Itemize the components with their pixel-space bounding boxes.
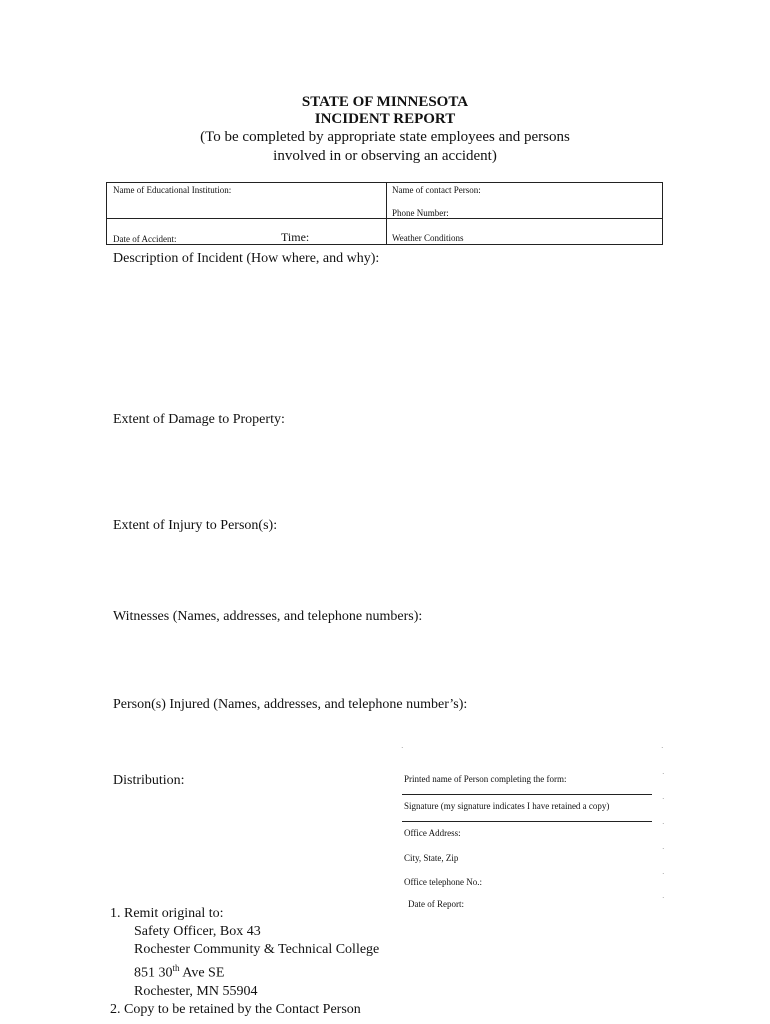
signature-field[interactable]: Signature (my signature indicates I have retained a copy) bbox=[404, 801, 610, 811]
remit-instructions bbox=[110, 905, 379, 1019]
injury-section[interactable]: Extent of Injury to Person(s): bbox=[113, 518, 278, 533]
field-mark: ˙ bbox=[401, 746, 404, 754]
persons-injured-section[interactable]: Person(s) Injured (Names, addresses, and telephone number’s): bbox=[113, 697, 468, 712]
instructions-line-1: (To be completed by appropriate state employees and persons bbox=[200, 129, 570, 145]
time-field[interactable]: Time: bbox=[281, 230, 310, 244]
contact-person-field[interactable]: Name of contact Person: bbox=[392, 185, 481, 195]
field-mark: ˙ bbox=[662, 872, 665, 880]
city-state-zip-field[interactable]: City, State, Zip bbox=[404, 853, 459, 863]
remit-line-4: Rochester, MN 55904 bbox=[134, 983, 258, 999]
table-divider-vertical bbox=[386, 183, 387, 244]
remit-line-2: Rochester Community & Technical College bbox=[134, 942, 380, 957]
address-number: 851 30 bbox=[134, 965, 173, 981]
printed-name-line bbox=[402, 794, 652, 795]
report-title: INCIDENT REPORT bbox=[314, 111, 456, 127]
office-phone-field[interactable]: Office telephone No.: bbox=[404, 877, 483, 887]
remit-item-2: 2. Copy to be retained by the Contact Person bbox=[110, 1001, 361, 1017]
office-address-field[interactable]: Office Address: bbox=[404, 828, 461, 838]
damage-section[interactable]: Extent of Damage to Property: bbox=[113, 412, 285, 427]
table-divider-horizontal bbox=[107, 218, 662, 219]
description-section[interactable]: Description of Incident (How where, and why): bbox=[113, 251, 380, 266]
date-of-report-field[interactable]: Date of Report: bbox=[408, 899, 464, 909]
institution-field[interactable]: Name of Educational Institution: bbox=[113, 185, 232, 195]
address-ordinal: th bbox=[172, 963, 180, 973]
state-title: STATE OF MINNESOTA bbox=[301, 94, 469, 110]
field-mark: ˙ bbox=[662, 822, 665, 830]
field-mark: ˙ bbox=[662, 797, 665, 805]
address-street: Ave SE bbox=[179, 965, 225, 981]
field-mark: ˙ bbox=[662, 847, 665, 855]
distribution-label: Distribution: bbox=[113, 773, 185, 788]
weather-conditions-field[interactable]: Weather Conditions bbox=[392, 233, 464, 243]
witnesses-section[interactable]: Witnesses (Names, addresses, and telephone numbers): bbox=[113, 609, 423, 624]
signature-line bbox=[402, 821, 652, 822]
instructions-line-2: involved in or observing an accident) bbox=[273, 148, 497, 164]
remit-address-line bbox=[110, 959, 379, 983]
printed-name-field[interactable]: Printed name of Person completing the form: bbox=[404, 774, 567, 784]
remit-item-1: 1. Remit original to: bbox=[110, 906, 224, 921]
incident-info-table bbox=[106, 182, 663, 245]
field-mark: ˙ bbox=[662, 896, 665, 904]
remit-line-1: Safety Officer, Box 43 bbox=[134, 924, 261, 939]
phone-number-field[interactable]: Phone Number: bbox=[392, 208, 449, 218]
field-mark: ˙ bbox=[661, 746, 664, 754]
date-of-accident-field[interactable]: Date of Accident: bbox=[113, 234, 177, 244]
field-mark: ˙ bbox=[662, 772, 665, 780]
